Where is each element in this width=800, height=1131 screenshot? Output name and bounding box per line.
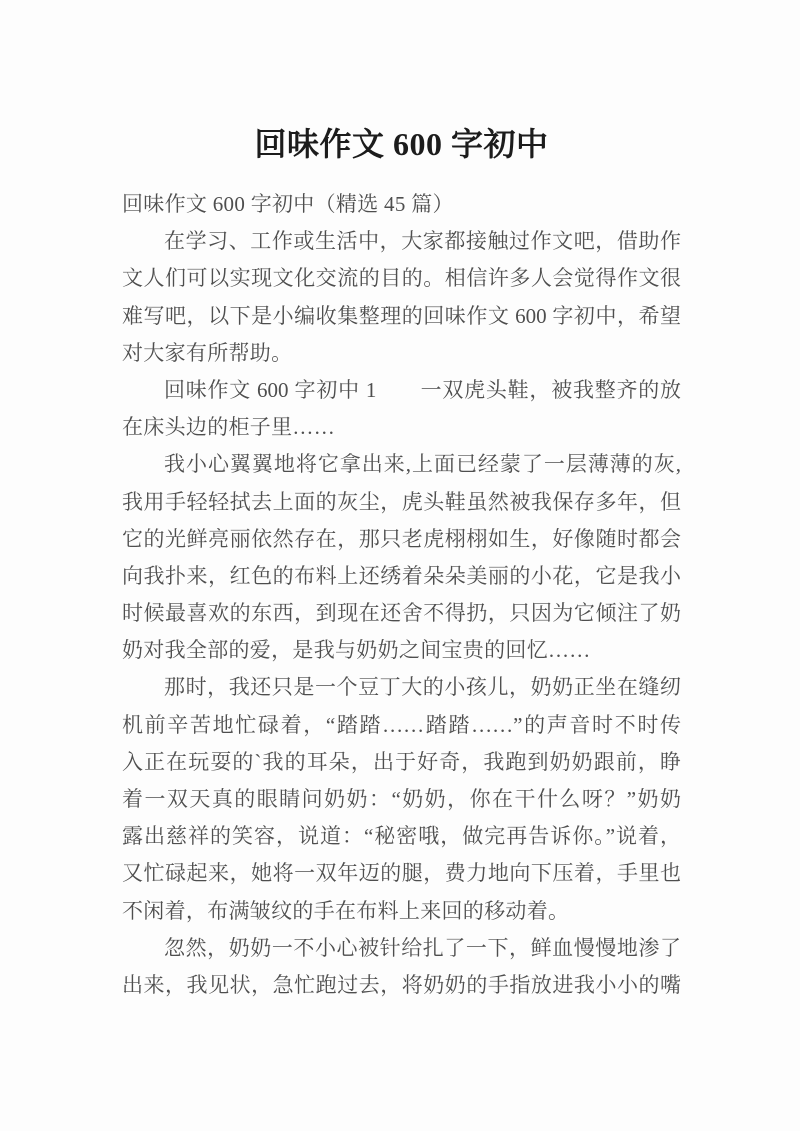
text-line: 回味作文 600 字初中（精选 45 篇） — [122, 192, 454, 216]
text-line: 向我扑来，红色的布料上还绣着朵朵美丽的小花，它是我小 — [122, 563, 681, 588]
text-line: 我小心翼翼地将它拿出来,上面已经蒙了一层薄薄的灰, — [164, 452, 681, 477]
text-line: 不闲着，布满皱纹的手在布料上来回的移动着。 — [122, 898, 570, 923]
document-title: 回味作文 600 字初中 — [254, 126, 549, 163]
text-line: 对大家有所帮助。 — [122, 340, 293, 365]
text-line: 它的光鲜亮丽依然存在，那只老虎栩栩如生，好像随时都会 — [122, 526, 681, 551]
document-body — [122, 186, 681, 1004]
text-line: 奶对我全部的爱，是我与奶奶之间宝贵的回忆…… — [122, 638, 591, 663]
text-line: 在床头边的柜子里…… — [122, 415, 335, 440]
text-line: 回味作文 600 字初中 1 一双虎头鞋，被我整齐的放 — [164, 377, 681, 402]
text-line: 我用手轻轻拭去上面的灰尘，虎头鞋虽然被我保存多年，但 — [122, 489, 681, 514]
text-line: 那时，我还只是一个豆丁大的小孩儿，奶奶正坐在缝纫 — [164, 675, 681, 700]
text-line: 难写吧，以下是小编收集整理的回味作文 600 字初中，希望 — [122, 303, 681, 328]
text-line: 文人们可以实现文化交流的目的。相信许多人会觉得作文很 — [122, 266, 681, 291]
text-line: 入正在玩耍的`我的耳朵，出于好奇，我跑到奶奶跟前，睁 — [122, 749, 681, 774]
text-line: 出来，我见状，急忙跑过去，将奶奶的手指放进我小小的嘴 — [122, 972, 681, 997]
text-line: 又忙碌起来，她将一双年迈的腿，费力地向下压着，手里也 — [122, 861, 681, 886]
text-line: 露出慈祥的笑容，说道：“秘密哦，做完再告诉你。”说着， — [122, 824, 681, 849]
text-line: 在学习、工作或生活中，大家都接触过作文吧，借助作 — [164, 229, 681, 254]
text-line: 时候最喜欢的东西，到现在还舍不得扔，只因为它倾注了奶 — [122, 601, 681, 626]
text-line: 机前辛苦地忙碌着，“踏踏……踏踏……”的声音时不时传 — [122, 712, 681, 737]
text-line: 忽然，奶奶一不小心被针给扎了一下，鲜血慢慢地渗了 — [164, 935, 681, 960]
text-line: 着一双天真的眼睛问奶奶：“奶奶，你在干什么呀？”奶奶 — [122, 787, 681, 811]
